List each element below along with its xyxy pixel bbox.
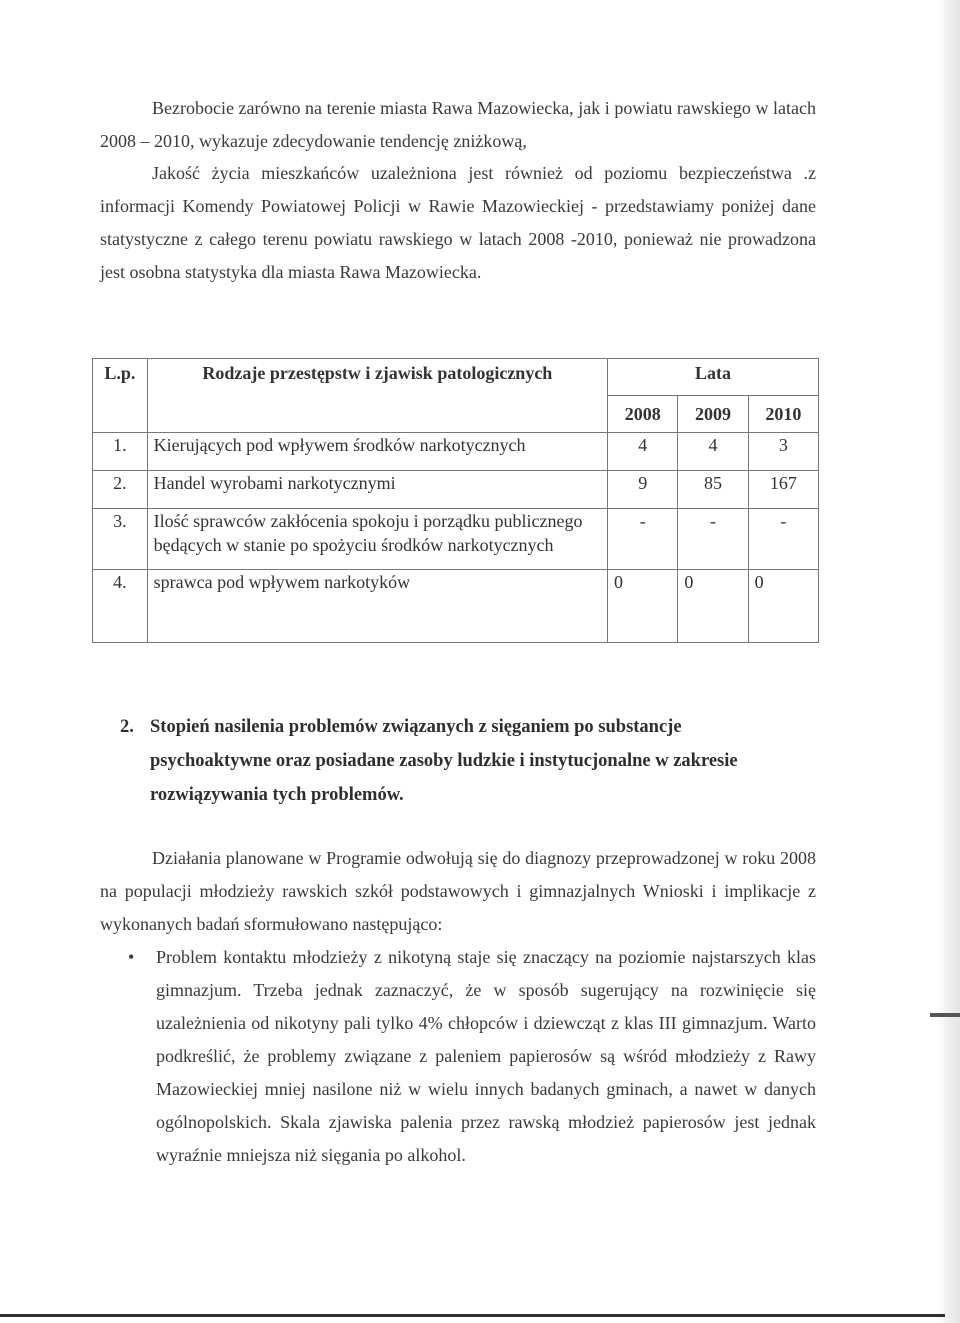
row-value-2009: 4: [678, 433, 748, 471]
header-year-2010: 2010: [748, 396, 818, 433]
table-row: [93, 433, 819, 471]
intro-paragraph-unemployment: [100, 92, 816, 158]
row-value-2009: 85: [678, 471, 748, 509]
intro-paragraph-unemployment-text: Bezrobocie zarówno na terenie miasta Rawa Mazowiecka, jak i powiatu rawskiego w latach 2008 – 2010, wykazuje zdecydowanie tendencję zniżkową,: [100, 98, 816, 151]
section-heading-text-1: Stopień nasilenia problemów związanych z sięganiem po substancje: [150, 717, 682, 737]
intro-paragraph-safety: [100, 157, 816, 289]
row-name: sprawca pod wpływem narkotyków: [147, 570, 607, 643]
table-row: [93, 471, 819, 509]
row-value-2008: 9: [608, 471, 678, 509]
body-paragraph-diagnosis-text: Działania planowane w Programie odwołują się do diagnozy przeprowadzonej w roku 2008 na populacji młodzieży rawskich szkół podstawowych i gimnazjalnych Wnioski i implikacje z wykonanych badań sformułowano następująco:: [100, 848, 816, 934]
row-value-2010: -: [748, 509, 818, 570]
row-value-2008: 0: [608, 570, 678, 643]
table-years-row: [93, 396, 819, 433]
scan-edge-bottom: [0, 1314, 945, 1317]
row-value-2010: 0: [748, 570, 818, 643]
section-heading-line-1: [120, 710, 820, 744]
row-value-2009: -: [678, 509, 748, 570]
body-paragraph-diagnosis: [100, 842, 816, 941]
row-value-2008: 4: [608, 433, 678, 471]
scan-mark: [930, 1013, 960, 1017]
table-row: [93, 570, 819, 643]
crime-statistics-table: [92, 358, 819, 643]
section-heading-line-3: rozwiązywania tych problemów.: [150, 785, 404, 805]
row-lp: 3.: [93, 509, 148, 570]
row-lp: 1.: [93, 433, 148, 471]
row-value-2008: -: [608, 509, 678, 570]
header-year-2009: 2009: [678, 396, 748, 433]
section-heading: [120, 710, 820, 812]
row-value-2009: 0: [678, 570, 748, 643]
row-name: Kierujących pod wpływem środków narkotycznych: [147, 433, 607, 471]
header-lp-blank: [93, 396, 148, 433]
row-value-2010: 3: [748, 433, 818, 471]
row-lp: 4.: [93, 570, 148, 643]
section-heading-line-2: psychoaktywne oraz posiadane zasoby ludzkie i instytucjonalne w zakresie: [150, 751, 738, 771]
row-name: Ilość sprawców zakłócenia spokoju i porządku publicznego będących w stanie po spożyciu środków narkotycznych: [147, 509, 607, 570]
row-value-2010: 167: [748, 471, 818, 509]
intro-paragraph-safety-text: Jakość życia mieszkańców uzależniona jest również od poziomu bezpieczeństwa .z informacji Komendy Powiatowej Policji w Rawie Mazowieckiej - przedstawiamy poniżej dane statystyczne z całego terenu powiatu rawskiego w latach 2008 -2010, ponieważ nie prowadzona jest osobna statystyka dla miasta Rawa Mazowiecka.: [100, 163, 816, 282]
header-category: Rodzaje przestępstw i zjawisk patologicznych: [147, 359, 607, 396]
header-year-2008: 2008: [608, 396, 678, 433]
header-lp: L.p.: [93, 359, 148, 396]
section-number: 2.: [120, 717, 134, 737]
list-item-text: Problem kontaktu młodzieży z nikotyną staje się znaczący na poziomie najstarszych klas gimnazjum. Trzeba jednak zaznaczyć, że w sposób sugerujący na rozwinięcie się uzależnienia od nikotyny pali tylko 4% chłopców i dziewcząt z klas III gimnazjum. Warto podkreślić, że problemy związane z paleniem papierosów są wśród młodzieży z Rawy Mazowieckiej mniej nasilone niż w wielu innych badanych gminach, a nawet w danych ogólnopolskich. Skala zjawiska palenia przez rawską młodzież papierosów jest jednak wyraźnie mniejsza niż sięgania po alkohol.: [156, 947, 816, 1165]
table-row: [93, 509, 819, 570]
header-category-blank: [147, 396, 607, 433]
scan-edge-right: [938, 0, 960, 1323]
row-name: Handel wyrobami narkotycznymi: [147, 471, 607, 509]
bullet-icon: •: [128, 947, 135, 967]
row-lp: 2.: [93, 471, 148, 509]
table-header-row: [93, 359, 819, 396]
header-years-label: Lata: [608, 359, 819, 396]
